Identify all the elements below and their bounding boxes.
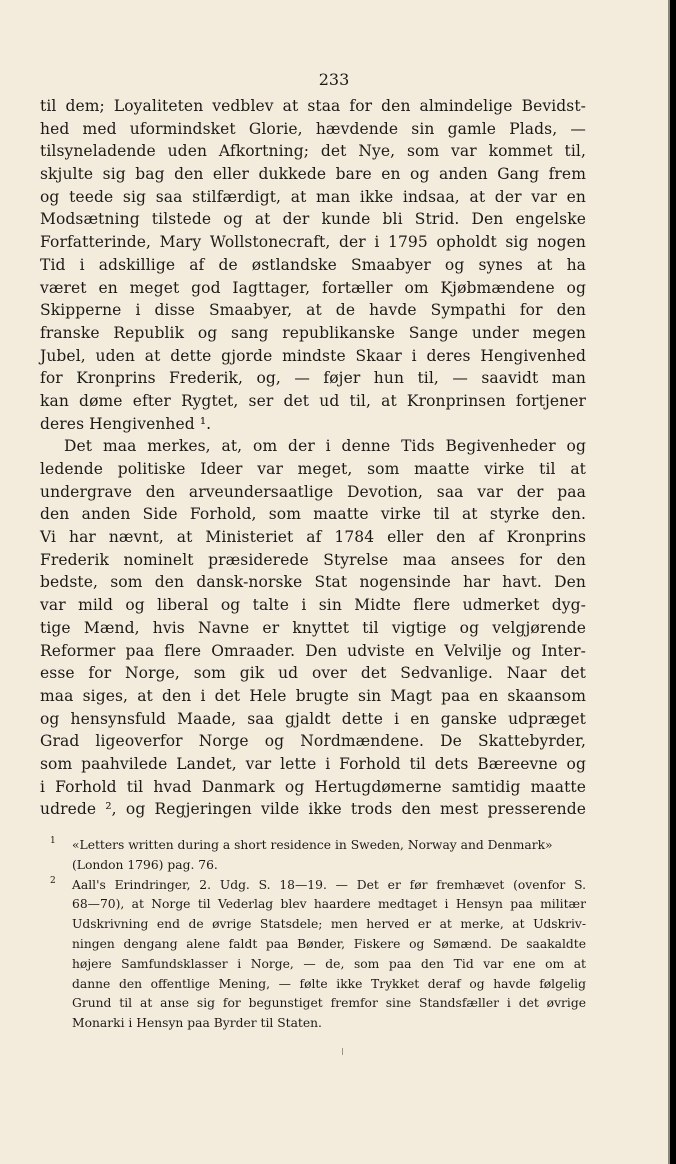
footnote-line [40,935,586,955]
footnote-text: Grund til at anse sig for begunstiget fremfor sine Standsfæller i det øvrige [72,996,586,1011]
text-line: deres Hengivenhed ¹. [40,414,212,433]
footnote-text: højere Samfundsklasser i Norge, — de, som paa den Tid var ene om at [72,956,586,971]
footnote-line [40,955,586,975]
footnote-line [40,975,586,995]
footnote-text: «Letters written during a short residence in Sweden, Norway and Denmark» [72,838,553,852]
page-mark [342,1048,343,1055]
text-line: i Forhold til hvad Danmark og Hertugdømerne samtidig maatte [40,777,586,796]
text-line: og hensynsfuld Maade, saa gjaldt dette i en ganske udpræget [40,709,586,728]
text-line: Frederik nominelt præsiderede Styrelse maa ansees for den [40,550,586,569]
body-text [40,95,586,821]
text-line: været en meget god Iagttager, fortæller om Kjøbmændene og [40,278,586,297]
footnote-text: Monarki i Hensyn paa Byrder til Staten. [72,1016,322,1031]
text-line: undergrave den arveundersaatlige Devotion, saa var der paa [40,482,586,501]
text-line: Modsætning tilstede og at der kunde bli Strid. Den engelske [40,210,586,229]
footnote-text: 68—70), at Norge til Vederlag blev haardere medtaget i Hensyn paa militær [72,897,586,912]
footnote-text: ningen dengang alene faldt paa Bønder, Fiskere og Sømænd. De saakaldte [72,936,586,951]
text-line: udrede ², og Regjeringen vilde ikke trods den mest presserende [40,800,586,819]
text-line: Reformer paa flere Omraader. Den udviste en Velvilje og Inter- [40,641,586,660]
footnote-line [40,895,586,915]
text-line: Skipperne i disse Smaabyer, at de havde Sympathi for den [40,301,586,320]
text-line: ledende politiske Ideer var meget, som maatte virke til at [40,460,586,478]
text-line: bedste, som den dansk-norske Stat nogensinde har havt. Den [40,573,586,592]
footnote-text: (London 1796) pag. 76. [72,857,218,872]
text-line: Grad ligeoverfor Norge og Nordmændene. De Skattebyrder, [40,732,586,751]
footnote-text: Aall's Erindringer, 2. Udg. S. 18—19. — Det er før fremhævet (ovenfor S. [72,877,586,892]
footnote-text: Udskrivning end de øvrige Statsdele; men herved er at merke, at Udskriv- [72,917,586,932]
text-line: for Kronprins Frederik, og, — føjer hun til, — saavidt man [40,369,586,388]
footnote-line [40,994,586,1014]
text-line: til dem; Loyaliteten vedblev at staa for den almindelige Bevidst- [40,97,586,115]
text-line: Forfatterinde, Mary Wollstonecraft, der i 1795 opholdt sig nogen [40,233,586,252]
text-line: esse for Norge, som gik ud over det Sedvanlige. Naar det [40,664,586,683]
footnote-line [40,856,586,876]
text-line: tilsyneladende uden Afkortning; det Nye, som var kommet til, [40,142,586,161]
text-line: Jubel, uden at dette gjorde mindste Skaar i deres Hengivenhed [40,346,586,365]
footnote-line [40,1014,586,1034]
text-line: den anden Side Forhold, som maatte virke til at styrke den. [40,505,586,524]
text-line: Tid i adskillige af de østlandske Smaabyer og synes at ha [40,255,586,274]
footnote-line [40,836,586,856]
page-number: 233 [318,70,350,89]
footnotes [40,836,586,1034]
footnote-line [40,876,586,896]
text-line: hed med uformindsket Glorie, hævdende sin gamle Plads, — [40,119,586,138]
text-line: maa siges, at den i det Hele brugte sin Magt paa en skaansom [40,686,586,705]
footnote-marker: 1 [50,836,56,846]
text-line: tige Mænd, hvis Navne er knyttet til vigtige og velgjørende [40,618,586,637]
footnote-text: danne den offentlige Mening, — følte ikke Trykket deraf og havde følgelig [72,976,586,991]
footnote-marker: 2 [50,875,56,886]
text-line: Vi har nævnt, at Ministeriet af 1784 eller den af Kronprins [40,528,586,547]
footnote-line [40,915,586,935]
text-line: skjulte sig bag den eller dukkede bare en og anden Gang frem [40,165,586,184]
text-line: og teede sig saa stilfærdigt, at man ikke indsaa, at der var en [40,187,586,206]
text-line: som paahvilede Landet, var lette i Forhold til dets Bæreevne og [40,754,586,773]
text-line: franske Republik og sang republikanske Sange under megen [40,323,586,342]
text-line: Det maa merkes, at, om der i denne Tids Begivenheder og [64,437,586,456]
text-line: var mild og liberal og talte i sin Midte flere udmerket dyg- [40,596,586,615]
text-line: kan døme efter Rygtet, ser det ud til, at Kronprinsen fortjener [40,391,586,410]
